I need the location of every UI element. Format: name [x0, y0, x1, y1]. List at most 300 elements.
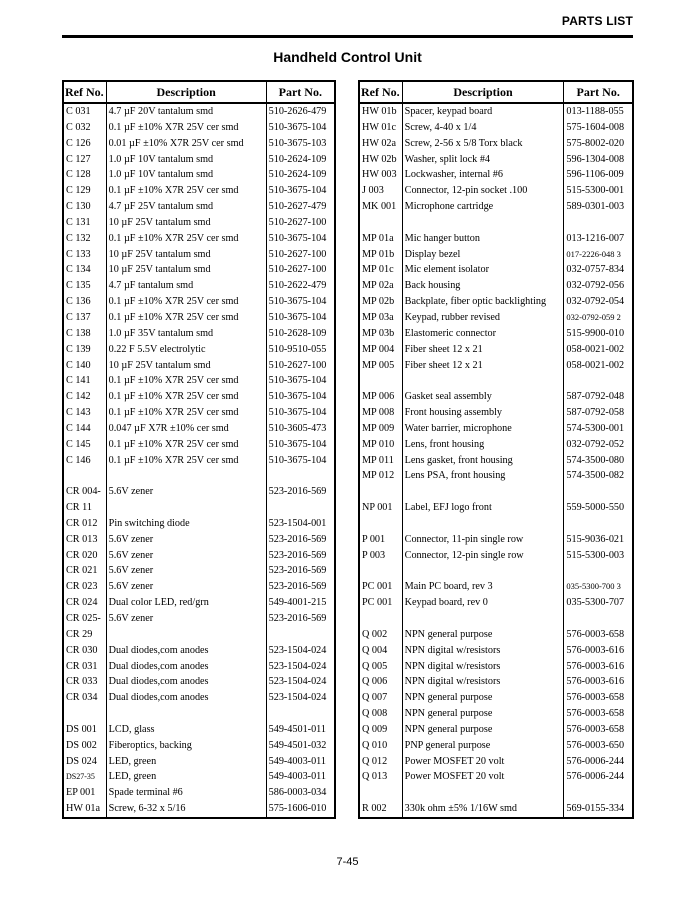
table-row	[359, 769, 633, 785]
part-no-cell: 510-2627-100	[266, 358, 335, 374]
table-row	[359, 437, 633, 453]
header-rule	[62, 35, 633, 38]
table-row	[63, 722, 335, 738]
table-row	[63, 754, 335, 770]
description-cell: Water barrier, microphone	[402, 421, 564, 437]
description-cell: Spade terminal #6	[106, 785, 266, 801]
part-no-cell: 510-2627-479	[266, 199, 335, 215]
description-cell: Dual diodes,com anodes	[106, 643, 266, 659]
table-row	[63, 342, 335, 358]
description-cell: Keypad, rubber revised	[402, 310, 564, 326]
description-cell: Fiberoptics, backing	[106, 738, 266, 754]
description-cell	[402, 611, 564, 627]
page-number: 7-45	[336, 856, 359, 868]
table-row	[359, 801, 633, 818]
part-no-cell: 032-0792-056	[564, 278, 633, 294]
part-no-cell: 576-0003-616	[564, 659, 633, 675]
ref-no-header: Ref No.	[359, 81, 402, 103]
ref-no-cell: C 146	[63, 453, 106, 469]
ref-no-cell	[359, 516, 402, 532]
description-cell: Display bezel	[402, 247, 564, 263]
part-no-header: Part No.	[266, 81, 335, 103]
table-row	[63, 294, 335, 310]
table-row	[359, 722, 633, 738]
ref-no-cell: CR 025-	[63, 611, 106, 627]
part-no-cell: 510-3675-104	[266, 437, 335, 453]
description-cell: Lens, front housing	[402, 437, 564, 453]
description-cell: NPN general purpose	[402, 690, 564, 706]
table-row	[63, 389, 335, 405]
table-row	[359, 453, 633, 469]
ref-no-cell: C 144	[63, 421, 106, 437]
description-cell: Main PC board, rev 3	[402, 579, 564, 595]
part-no-cell: 510-2622-479	[266, 278, 335, 294]
table-row	[359, 342, 633, 358]
part-no-cell: 510-3675-103	[266, 136, 335, 152]
description-cell: 5.6V zener	[106, 484, 266, 500]
ref-no-cell: CR 29	[63, 627, 106, 643]
description-cell: 10 µF 25V tantalum smd	[106, 247, 266, 263]
ref-no-cell: PC 001	[359, 579, 402, 595]
table-row	[63, 484, 335, 500]
description-cell	[402, 785, 564, 801]
description-cell	[106, 706, 266, 722]
table-row	[63, 548, 335, 564]
part-no-cell: 032-0792-052	[564, 437, 633, 453]
ref-no-cell: C 129	[63, 183, 106, 199]
table-row	[63, 437, 335, 453]
description-cell: 1.0 µF 10V tantalum smd	[106, 152, 266, 168]
part-no-cell: 510-2628-109	[266, 326, 335, 342]
description-cell	[402, 373, 564, 389]
part-no-cell: 058-0021-002	[564, 358, 633, 374]
description-cell: Gasket seal assembly	[402, 389, 564, 405]
ref-no-cell	[359, 563, 402, 579]
table-row	[359, 579, 633, 595]
part-no-cell	[564, 215, 633, 231]
part-no-cell: 549-4003-011	[266, 754, 335, 770]
ref-no-cell: EP 001	[63, 785, 106, 801]
description-cell: Power MOSFET 20 volt	[402, 769, 564, 785]
table-row	[359, 563, 633, 579]
part-no-cell: 589-0301-003	[564, 199, 633, 215]
part-no-cell: 510-2624-109	[266, 167, 335, 183]
ref-no-header: Ref No.	[63, 81, 106, 103]
ref-no-cell: C 140	[63, 358, 106, 374]
description-cell: 5.6V zener	[106, 532, 266, 548]
parts-table-left-body	[63, 103, 335, 818]
part-no-cell: 032-0792-054	[564, 294, 633, 310]
table-row	[359, 690, 633, 706]
part-no-cell: 549-4001-215	[266, 595, 335, 611]
part-no-cell: 587-0792-058	[564, 405, 633, 421]
table-row	[359, 152, 633, 168]
table-row	[359, 611, 633, 627]
part-no-cell: 523-1504-024	[266, 674, 335, 690]
description-cell: Dual diodes,com anodes	[106, 674, 266, 690]
description-cell: Label, EFJ logo front	[402, 500, 564, 516]
description-cell: 4.7 µF tantalum smd	[106, 278, 266, 294]
part-no-cell	[564, 611, 633, 627]
description-cell	[402, 516, 564, 532]
table-row	[359, 516, 633, 532]
table-row	[359, 643, 633, 659]
table-row	[63, 358, 335, 374]
part-no-header: Part No.	[564, 81, 633, 103]
ref-no-cell: C 138	[63, 326, 106, 342]
description-cell: NPN general purpose	[402, 722, 564, 738]
description-cell: Screw, 6-32 x 5/16	[106, 801, 266, 818]
ref-no-cell: CR 013	[63, 532, 106, 548]
description-cell: 0.1 µF ±10% X7R 25V cer smd	[106, 437, 266, 453]
part-no-cell: 515-9036-021	[564, 532, 633, 548]
description-cell: 5.6V zener	[106, 579, 266, 595]
description-header: Description	[402, 81, 564, 103]
description-cell: Microphone cartridge	[402, 199, 564, 215]
part-no-cell: 510-3675-104	[266, 453, 335, 469]
table-row	[63, 532, 335, 548]
description-cell: LCD, glass	[106, 722, 266, 738]
part-no-cell: 017-2226-048 3	[564, 247, 633, 263]
table-row	[359, 468, 633, 484]
description-cell: 4.7 µF 25V tantalum smd	[106, 199, 266, 215]
part-no-cell: 510-2627-100	[266, 215, 335, 231]
part-no-cell: 576-0003-658	[564, 690, 633, 706]
description-cell: 5.6V zener	[106, 548, 266, 564]
part-no-cell: 032-0792-059 2	[564, 310, 633, 326]
ref-no-cell: DS27-35	[63, 769, 106, 785]
description-cell: 0.1 µF ±10% X7R 25V cer smd	[106, 310, 266, 326]
ref-no-cell: HW 01c	[359, 120, 402, 136]
description-cell: Mic hanger button	[402, 231, 564, 247]
part-no-cell: 559-5000-550	[564, 500, 633, 516]
table-row	[63, 674, 335, 690]
part-no-cell: 549-4501-011	[266, 722, 335, 738]
description-cell: 0.1 µF ±10% X7R 25V cer smd	[106, 453, 266, 469]
description-cell: Screw, 2-56 x 5/8 Torx black	[402, 136, 564, 152]
table-row	[359, 310, 633, 326]
table-row	[63, 199, 335, 215]
ref-no-cell: CR 012	[63, 516, 106, 532]
part-no-cell: 574-3500-080	[564, 453, 633, 469]
ref-no-cell: CR 004-	[63, 484, 106, 500]
description-cell: 0.22 F 5.5V electrolytic	[106, 342, 266, 358]
table-row	[63, 421, 335, 437]
ref-no-cell: CR 024	[63, 595, 106, 611]
table-row	[63, 769, 335, 785]
ref-no-cell: C 133	[63, 247, 106, 263]
description-cell: NPN digital w/resistors	[402, 659, 564, 675]
part-no-cell	[564, 484, 633, 500]
description-cell: 0.1 µF ±10% X7R 25V cer smd	[106, 373, 266, 389]
part-no-cell: 575-1606-010	[266, 801, 335, 818]
table-row	[63, 453, 335, 469]
ref-no-cell: C 132	[63, 231, 106, 247]
table-row	[359, 103, 633, 120]
table-row	[359, 500, 633, 516]
part-no-cell: 576-0003-616	[564, 643, 633, 659]
table-row	[63, 103, 335, 120]
description-cell: PNP general purpose	[402, 738, 564, 754]
table-row	[63, 278, 335, 294]
part-no-cell: 523-2016-569	[266, 532, 335, 548]
parts-table-right-body	[359, 103, 633, 818]
part-no-cell: 515-5300-003	[564, 548, 633, 564]
part-no-cell: 575-8002-020	[564, 136, 633, 152]
description-cell: Fiber sheet 12 x 21	[402, 342, 564, 358]
description-cell: NPN general purpose	[402, 627, 564, 643]
ref-no-cell: C 128	[63, 167, 106, 183]
ref-no-cell: MP 02a	[359, 278, 402, 294]
table-row	[359, 167, 633, 183]
ref-no-cell: Q 008	[359, 706, 402, 722]
part-no-cell: 523-2016-569	[266, 548, 335, 564]
description-cell: Back housing	[402, 278, 564, 294]
description-cell: Lens gasket, front housing	[402, 453, 564, 469]
part-no-cell: 523-2016-569	[266, 611, 335, 627]
ref-no-cell	[63, 706, 106, 722]
part-no-cell: 510-3675-104	[266, 231, 335, 247]
table-row	[359, 136, 633, 152]
ref-no-cell: Q 010	[359, 738, 402, 754]
table-row	[359, 326, 633, 342]
ref-no-cell: P 001	[359, 532, 402, 548]
description-cell: 10 µF 25V tantalum smd	[106, 262, 266, 278]
part-no-cell: 523-2016-569	[266, 484, 335, 500]
table-row	[63, 136, 335, 152]
part-no-cell: 587-0792-048	[564, 389, 633, 405]
table-row	[63, 516, 335, 532]
ref-no-cell: C 130	[63, 199, 106, 215]
ref-no-cell	[359, 484, 402, 500]
table-row	[63, 183, 335, 199]
table-row	[359, 120, 633, 136]
part-no-cell: 576-0006-244	[564, 769, 633, 785]
part-no-cell: 510-2627-100	[266, 247, 335, 263]
ref-no-cell: MK 001	[359, 199, 402, 215]
table-row	[359, 627, 633, 643]
description-cell: 4.7 µF 20V tantalum smd	[106, 103, 266, 120]
table-row	[63, 215, 335, 231]
ref-no-cell: MP 01a	[359, 231, 402, 247]
ref-no-cell: C 127	[63, 152, 106, 168]
ref-no-cell: R 002	[359, 801, 402, 818]
table-row	[359, 183, 633, 199]
table-row	[359, 278, 633, 294]
ref-no-cell: Q 007	[359, 690, 402, 706]
ref-no-cell: CR 031	[63, 659, 106, 675]
ref-no-cell: CR 034	[63, 690, 106, 706]
table-row	[63, 627, 335, 643]
part-no-cell: 586-0003-034	[266, 785, 335, 801]
table-row	[359, 738, 633, 754]
description-cell: LED, green	[106, 769, 266, 785]
part-no-cell: 523-2016-569	[266, 563, 335, 579]
table-row	[359, 215, 633, 231]
ref-no-cell: C 141	[63, 373, 106, 389]
table-row	[359, 199, 633, 215]
table-header-row	[359, 81, 633, 103]
table-row	[359, 231, 633, 247]
part-no-cell: 510-3675-104	[266, 310, 335, 326]
part-no-cell: 575-1604-008	[564, 120, 633, 136]
table-row	[63, 152, 335, 168]
part-no-cell: 510-2626-479	[266, 103, 335, 120]
part-no-cell: 549-4003-011	[266, 769, 335, 785]
description-cell: 5.6V zener	[106, 563, 266, 579]
description-cell: NPN digital w/resistors	[402, 674, 564, 690]
description-cell	[402, 563, 564, 579]
description-cell: 5.6V zener	[106, 611, 266, 627]
part-no-cell: 510-2627-100	[266, 262, 335, 278]
ref-no-cell: MP 012	[359, 468, 402, 484]
table-row	[63, 595, 335, 611]
ref-no-cell: C 032	[63, 120, 106, 136]
part-no-cell: 510-3675-104	[266, 373, 335, 389]
table-row	[359, 548, 633, 564]
description-cell: Fiber sheet 12 x 21	[402, 358, 564, 374]
table-row	[63, 247, 335, 263]
description-cell: Elastomeric connector	[402, 326, 564, 342]
part-no-cell: 510-3675-104	[266, 389, 335, 405]
description-cell: 1.0 µF 35V tantalum smd	[106, 326, 266, 342]
description-cell: Dual diodes,com anodes	[106, 690, 266, 706]
ref-no-cell: C 137	[63, 310, 106, 326]
table-row	[63, 801, 335, 818]
table-row	[63, 643, 335, 659]
ref-no-cell: Q 006	[359, 674, 402, 690]
part-no-cell: 013-1216-007	[564, 231, 633, 247]
description-cell: Spacer, keypad board	[402, 103, 564, 120]
table-row	[359, 754, 633, 770]
part-no-cell: 510-3605-473	[266, 421, 335, 437]
part-no-cell	[564, 563, 633, 579]
ref-no-cell: CR 023	[63, 579, 106, 595]
table-row	[63, 563, 335, 579]
description-cell: 10 µF 25V tantalum smd	[106, 358, 266, 374]
ref-no-cell: Q 005	[359, 659, 402, 675]
part-no-cell: 569-0155-334	[564, 801, 633, 818]
ref-no-cell	[359, 611, 402, 627]
part-no-cell: 058-0021-002	[564, 342, 633, 358]
table-row	[63, 468, 335, 484]
ref-no-cell: CR 030	[63, 643, 106, 659]
table-row	[359, 595, 633, 611]
description-cell	[106, 500, 266, 516]
description-cell: Connector, 12-pin single row	[402, 548, 564, 564]
ref-no-cell: MP 009	[359, 421, 402, 437]
table-row	[63, 690, 335, 706]
ref-no-cell: MP 008	[359, 405, 402, 421]
part-no-cell: 576-0003-658	[564, 627, 633, 643]
description-cell: Washer, split lock #4	[402, 152, 564, 168]
part-no-cell	[564, 785, 633, 801]
description-cell	[106, 468, 266, 484]
ref-no-cell: MP 011	[359, 453, 402, 469]
ref-no-cell: PC 001	[359, 595, 402, 611]
parts-table-left	[62, 80, 336, 819]
ref-no-cell: C 134	[63, 262, 106, 278]
page-title: Handheld Control Unit	[273, 49, 422, 65]
part-no-cell	[266, 706, 335, 722]
table-row	[63, 373, 335, 389]
ref-no-cell: MP 005	[359, 358, 402, 374]
description-cell: Pin switching diode	[106, 516, 266, 532]
part-no-cell: 510-3675-104	[266, 294, 335, 310]
part-no-cell	[266, 468, 335, 484]
description-cell: 0.1 µF ±10% X7R 25V cer smd	[106, 120, 266, 136]
part-no-cell: 035-5300-707	[564, 595, 633, 611]
table-row	[63, 167, 335, 183]
part-no-cell: 596-1304-008	[564, 152, 633, 168]
ref-no-cell: DS 024	[63, 754, 106, 770]
description-cell: Screw, 4-40 x 1/4	[402, 120, 564, 136]
ref-no-cell: HW 01b	[359, 103, 402, 120]
part-no-cell: 576-0006-244	[564, 754, 633, 770]
description-cell: Mic element isolator	[402, 262, 564, 278]
description-cell: Keypad board, rev 0	[402, 595, 564, 611]
part-no-cell: 574-5300-001	[564, 421, 633, 437]
section-label: PARTS LIST	[561, 14, 633, 28]
description-cell: LED, green	[106, 754, 266, 770]
description-cell: Dual diodes,com anodes	[106, 659, 266, 675]
table-row	[359, 389, 633, 405]
part-no-cell	[266, 627, 335, 643]
description-cell: 330k ohm ±5% 1/16W smd	[402, 801, 564, 818]
ref-no-cell: C 131	[63, 215, 106, 231]
table-row	[63, 785, 335, 801]
description-cell: 0.1 µF ±10% X7R 25V cer smd	[106, 231, 266, 247]
part-no-cell: 510-9510-055	[266, 342, 335, 358]
table-row	[359, 659, 633, 675]
ref-no-cell: Q 004	[359, 643, 402, 659]
ref-no-cell: J 003	[359, 183, 402, 199]
table-row	[359, 262, 633, 278]
ref-no-cell: HW 02b	[359, 152, 402, 168]
part-no-cell	[266, 500, 335, 516]
description-cell: Lockwasher, internal #6	[402, 167, 564, 183]
ref-no-cell: MP 03a	[359, 310, 402, 326]
ref-no-cell: C 136	[63, 294, 106, 310]
description-cell: NPN digital w/resistors	[402, 643, 564, 659]
ref-no-cell: P 003	[359, 548, 402, 564]
description-cell: 0.01 µF ±10% X7R 25V cer smd	[106, 136, 266, 152]
part-no-cell	[564, 373, 633, 389]
part-no-cell: 523-2016-569	[266, 579, 335, 595]
part-no-cell: 576-0003-650	[564, 738, 633, 754]
ref-no-cell: HW 02a	[359, 136, 402, 152]
ref-no-cell: CR 033	[63, 674, 106, 690]
part-no-cell: 510-3675-104	[266, 405, 335, 421]
description-cell	[402, 215, 564, 231]
ref-no-cell: MP 004	[359, 342, 402, 358]
description-cell: Connector, 11-pin single row	[402, 532, 564, 548]
description-header: Description	[106, 81, 266, 103]
table-row	[359, 674, 633, 690]
part-no-cell: 576-0003-616	[564, 674, 633, 690]
table-row	[63, 310, 335, 326]
table-row	[359, 358, 633, 374]
ref-no-cell: MP 006	[359, 389, 402, 405]
table-row	[359, 421, 633, 437]
ref-no-cell: CR 11	[63, 500, 106, 516]
ref-no-cell: MP 01c	[359, 262, 402, 278]
table-header-row	[63, 81, 335, 103]
ref-no-cell: Q 002	[359, 627, 402, 643]
table-row	[63, 500, 335, 516]
description-cell: Power MOSFET 20 volt	[402, 754, 564, 770]
table-row	[63, 659, 335, 675]
